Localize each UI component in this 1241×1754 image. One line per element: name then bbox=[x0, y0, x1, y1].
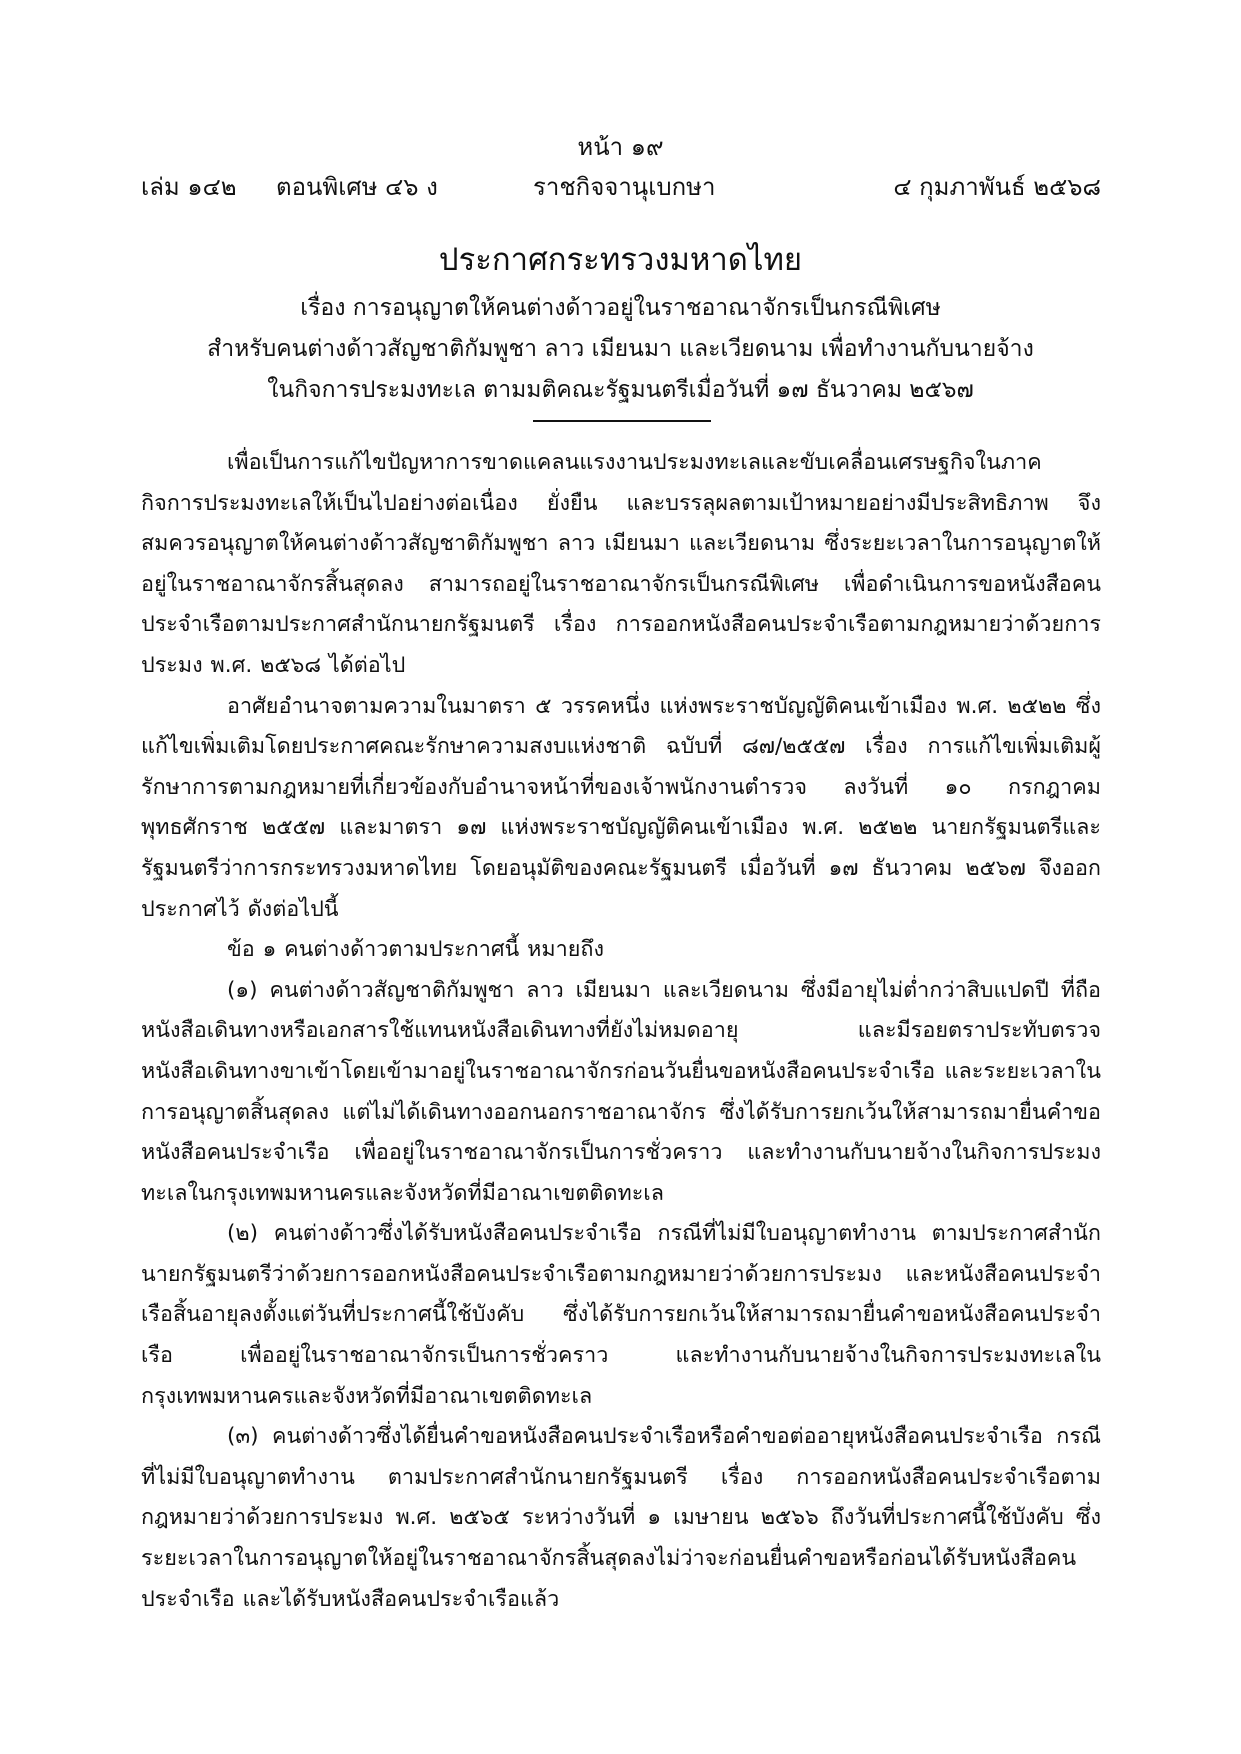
title-divider bbox=[533, 420, 711, 422]
clause-1-item-3: (๓) คนต่างด้าวซึ่งได้ยื่นคำขอหนังสือคนประจำเรือหรือคำขอต่ออายุหนังสือคนประจำเรือ กรณีที่ไม่มีใบอนุญาตทำงาน ตามประกาศสำนักนายกรัฐมนตรี เรื่อง การออกหนังสือคนประจำเรือตามกฎหมายว่าด้วยการประมง พ.ศ. ๒๕๖๕ ระหว่างวันที่ ๑ เมษายน ๒๕๖๖ ถึงวันที่ประกาศนี้ใช้บังคับ ซึ่งระยะเวลาในการอนุญาตให้อยู่ในราชอาณาจักรสิ้นสุดลงไม่ว่าจะก่อนยื่นคำขอหรือก่อนได้รับหนังสือคนประจำเรือ และได้รับหนังสือคนประจำเรือแล้ว bbox=[141, 1424, 1101, 1612]
announcement-subject bbox=[0, 288, 1241, 411]
authority-paragraph: อาศัยอำนาจตามความในมาตรา ๕ วรรคหนึ่ง แห่งพระราชบัญญัติคนเข้าเมือง พ.ศ. ๒๕๒๒ ซึ่งแก้ไขเพิ่มเติมโดยประกาศคณะรักษาความสงบแห่งชาติ ฉบับที่ ๘๗/๒๕๕๗ เรื่อง การแก้ไขเพิ่มเติมผู้รักษาการตามกฎหมายที่เกี่ยวข้องกับอำนาจหน้าที่ของเจ้าพนักงานตำรวจ ลงวันที่ ๑๐ กรกฎาคม พุทธศักราช ๒๕๕๗ และมาตรา ๑๗ แห่งพระราชบัญญัติคนเข้าเมือง พ.ศ. ๒๕๒๒ นายกรัฐมนตรีและรัฐมนตรีว่าการกระทรวงมหาดไทย โดยอนุมัติของคณะรัฐมนตรี เมื่อวันที่ ๑๗ ธันวาคม ๒๕๖๗ จึงออกประกาศไว้ ดังต่อไปนี้ bbox=[141, 693, 1101, 922]
subject-line: สำหรับคนต่างด้าวสัญชาติกัมพูชา ลาว เมียนมา และเวียดนาม เพื่อทำงานกับนายจ้าง bbox=[207, 336, 1034, 362]
volume-number: เล่ม ๑๔๒ bbox=[141, 173, 237, 201]
clause-1-item-2: (๒) คนต่างด้าวซึ่งได้รับหนังสือคนประจำเรือ กรณีที่ไม่มีใบอนุญาตทำงาน ตามประกาศสำนักนายกรัฐมนตรีว่าด้วยการออกหนังสือคนประจำเรือตามกฎหมายว่าด้วยการประมง และหนังสือคนประจำเรือสิ้นอายุลงตั้งแต่วันที่ประกาศนี้ใช้บังคับ ซึ่งได้รับการยกเว้นให้สามารถมายื่นคำขอหนังสือคนประจำเรือ เพื่ออยู่ในราชอาณาจักรเป็นการชั่วคราว และทำงานกับนายจ้างในกิจการประมงทะเลในกรุงเทพมหานครและจังหวัดที่มีอาณาเขตติดทะเล bbox=[141, 1221, 1101, 1409]
subject-line: เรื่อง การอนุญาตให้คนต่างด้าวอยู่ในราชอาณาจักรเป็นกรณีพิเศษ bbox=[300, 295, 941, 321]
section-number: ตอนพิเศษ ๔๖ ง bbox=[276, 173, 438, 201]
gazette-header bbox=[141, 170, 1101, 204]
subject-line: ในกิจการประมงทะเล ตามมติคณะรัฐมนตรีเมื่อวันที่ ๑๗ ธันวาคม ๒๕๖๗ bbox=[267, 377, 974, 403]
announcement-body bbox=[141, 443, 1101, 1620]
announcement-title: ประกาศกระทรวงมหาดไทย bbox=[438, 242, 803, 278]
publication-name: ราชกิจจานุเบกษา bbox=[533, 173, 716, 201]
preamble-paragraph: เพื่อเป็นการแก้ไขปัญหาการขาดแคลนแรงงานประมงทะเลและขับเคลื่อนเศรษฐกิจในภาคกิจการประมงทะเลให้เป็นไปอย่างต่อเนื่อง ยั่งยืน และบรรลุผลตามเป้าหมายอย่างมีประสิทธิภาพ จึงสมควรอนุญาตให้คนต่างด้าวสัญชาติกัมพูชา ลาว เมียนมา และเวียดนาม ซึ่งระยะเวลาในการอนุญาตให้อยู่ในราชอาณาจักรสิ้นสุดลง สามารถอยู่ในราชอาณาจักรเป็นกรณีพิเศษ เพื่อดำเนินการขอหนังสือคนประจำเรือตามประกาศสำนักนายกรัฐมนตรี เรื่อง การออกหนังสือคนประจำเรือตามกฎหมายว่าด้วยการประมง พ.ศ. ๒๕๖๘ ได้ต่อไป bbox=[141, 450, 1101, 678]
clause-1-item-1: (๑) คนต่างด้าวสัญชาติกัมพูชา ลาว เมียนมา และเวียดนาม ซึ่งมีอายุไม่ต่ำกว่าสิบแปดปี ที่ถือหนังสือเดินทางหรือเอกสารใช้แทนหนังสือเดินทางที่ยังไม่หมดอายุ และมีรอยตราประทับตรวจหนังสือเดินทางขาเข้าโดยเข้ามาอยู่ในราชอาณาจักรก่อนวันยื่นขอหนังสือคนประจำเรือ และระยะเวลาในการอนุญาตสิ้นสุดลง แต่ไม่ได้เดินทางออกนอกราชอาณาจักร ซึ่งได้รับการยกเว้นให้สามารถมายื่นคำขอหนังสือคนประจำเรือ เพื่ออยู่ในราชอาณาจักรเป็นการชั่วคราว และทำงานกับนายจ้างในกิจการประมงทะเลในกรุงเทพมหานครและจังหวัดที่มีอาณาเขตติดทะเล bbox=[141, 977, 1101, 1206]
clause-1-heading: ข้อ ๑ คนต่างด้าวตามประกาศนี้ หมายถึง bbox=[227, 937, 605, 963]
page-number: หน้า ๑๙ bbox=[577, 133, 664, 161]
publication-date: ๔ กุมภาพันธ์ ๒๕๖๘ bbox=[893, 173, 1101, 201]
